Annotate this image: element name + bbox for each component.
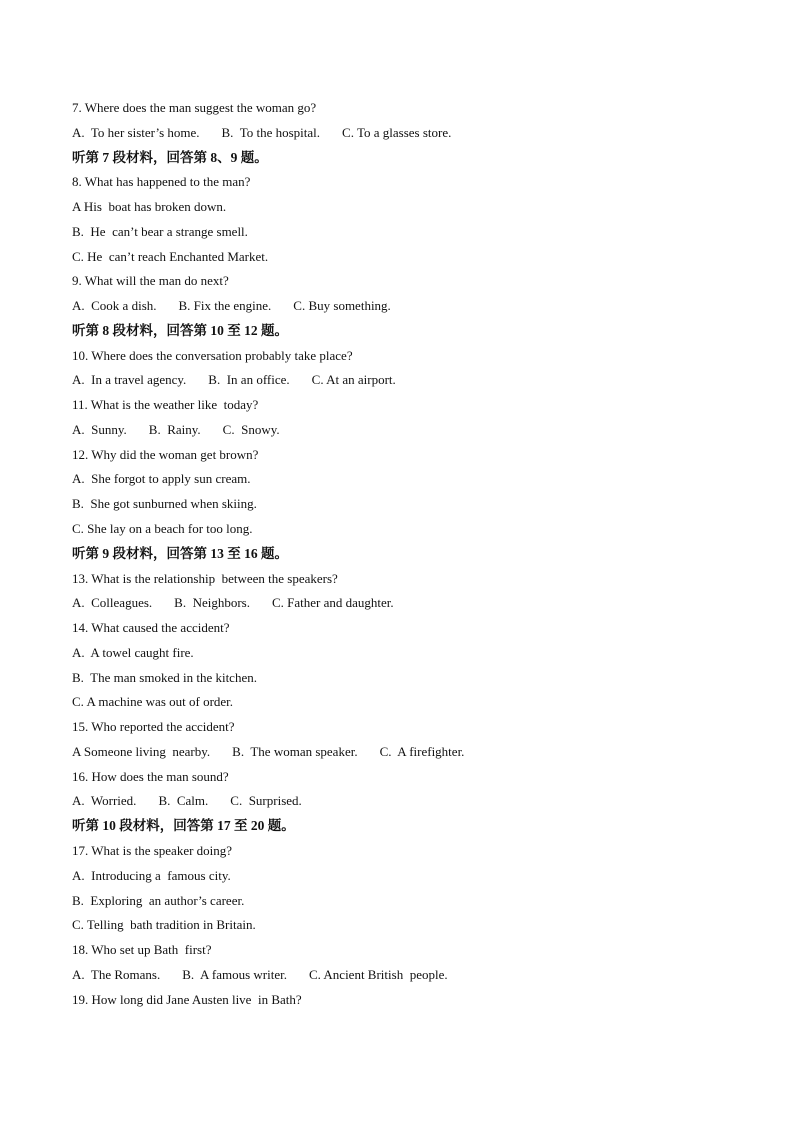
question-text: C. A machine was out of order. (72, 694, 234, 710)
question-text: 18. Who set up Bath first? (72, 942, 212, 958)
question-text: B. He can’t bear a strange smell. (72, 223, 248, 239)
question-text: 7. Where does the man suggest the woman go? (72, 100, 317, 115)
answer-option: A. Cook a dish. (72, 298, 157, 314)
answer-options-row (72, 740, 732, 765)
answer-options-row (72, 963, 732, 988)
question-text: 17. What is the speaker doing? (72, 842, 233, 858)
answer-option: B. To the hospital. (221, 124, 321, 140)
question-text: 9. What will the man do next? (72, 273, 229, 289)
answer-option: A. Worried. (72, 793, 137, 809)
question-text: C. Telling bath tradition in Britain. (72, 917, 256, 933)
question-text: 19. How long did Jane Austen live in Bath? (72, 991, 302, 1007)
question-text: A His boat has broken down. (72, 199, 227, 215)
answer-option: B. The woman speaker. (232, 743, 358, 759)
question-text: 8. What has happened to the man? (72, 174, 251, 190)
question-text: A. Introducing a famous city. (72, 867, 231, 883)
answer-option: A. The Romans. (72, 966, 161, 982)
answer-option: A Someone living nearby. (72, 743, 211, 759)
question-text: 11. What is the weather like today? (72, 397, 259, 413)
question-text: 10. Where does the conversation probably take place? (72, 347, 353, 363)
question-text: C. He can’t reach Enchanted Market. (72, 248, 269, 264)
question-text: C. She lay on a beach for too long. (72, 521, 253, 537)
answer-option: B. Rainy. (148, 421, 201, 437)
answer-option: B. Neighbors. (174, 595, 250, 611)
answer-option: A. Colleagues. (72, 595, 153, 611)
question-text: B. The man smoked in the kitchen. (72, 669, 257, 685)
answer-option: C. Buy something. (293, 298, 391, 314)
question-text: 14. What caused the accident? (72, 620, 230, 636)
answer-option: B. Fix the engine. (178, 298, 272, 314)
question-text: 16. How does the man sound? (72, 768, 229, 784)
answer-option: C. At an airport. (311, 372, 396, 388)
section-heading: 听第 7 段材料，回答第 8、9 题。 (72, 149, 268, 165)
answer-options-row (72, 294, 732, 319)
answer-option: C. Father and daughter. (272, 595, 394, 611)
question-text: A. A towel caught fire. (72, 644, 194, 660)
answer-option: C. To a glasses store. (342, 124, 452, 140)
answer-option: A. To her sister’s home. (72, 124, 200, 140)
question-text: A. She forgot to apply sun cream. (72, 471, 251, 487)
question-list (72, 96, 732, 1012)
question-text: 13. What is the relationship between the speakers? (72, 570, 338, 586)
question-text: 12. Why did the woman get brown? (72, 446, 259, 462)
section-heading: 听第 8 段材料，回答第 10 至 12 题。 (72, 322, 288, 338)
answer-option: B. Calm. (158, 793, 209, 809)
answer-option: C. Ancient British people. (308, 966, 448, 982)
answer-option: B. In an office. (208, 372, 290, 388)
answer-option: A. Sunny. (72, 421, 127, 437)
section-heading: 听第 10 段材料，回答第 17 至 20 题。 (72, 818, 295, 834)
answer-option: B. A famous writer. (182, 966, 287, 982)
answer-option: A. In a travel agency. (72, 372, 187, 388)
answer-options-row (72, 591, 732, 616)
question-text: B. Exploring an author’s career. (72, 892, 245, 908)
section-heading: 听第 9 段材料，回答第 13 至 16 题。 (72, 545, 288, 561)
answer-options-row (72, 368, 732, 393)
question-text: 15. Who reported the accident? (72, 719, 235, 735)
answer-option: C. Surprised. (230, 793, 302, 809)
answer-option: C. A firefighter. (379, 743, 465, 759)
answer-options-row (72, 121, 732, 146)
answer-option: C. Snowy. (222, 421, 280, 437)
answer-options-row (72, 418, 732, 443)
answer-options-row (72, 789, 732, 814)
question-text: B. She got sunburned when skiing. (72, 496, 257, 512)
